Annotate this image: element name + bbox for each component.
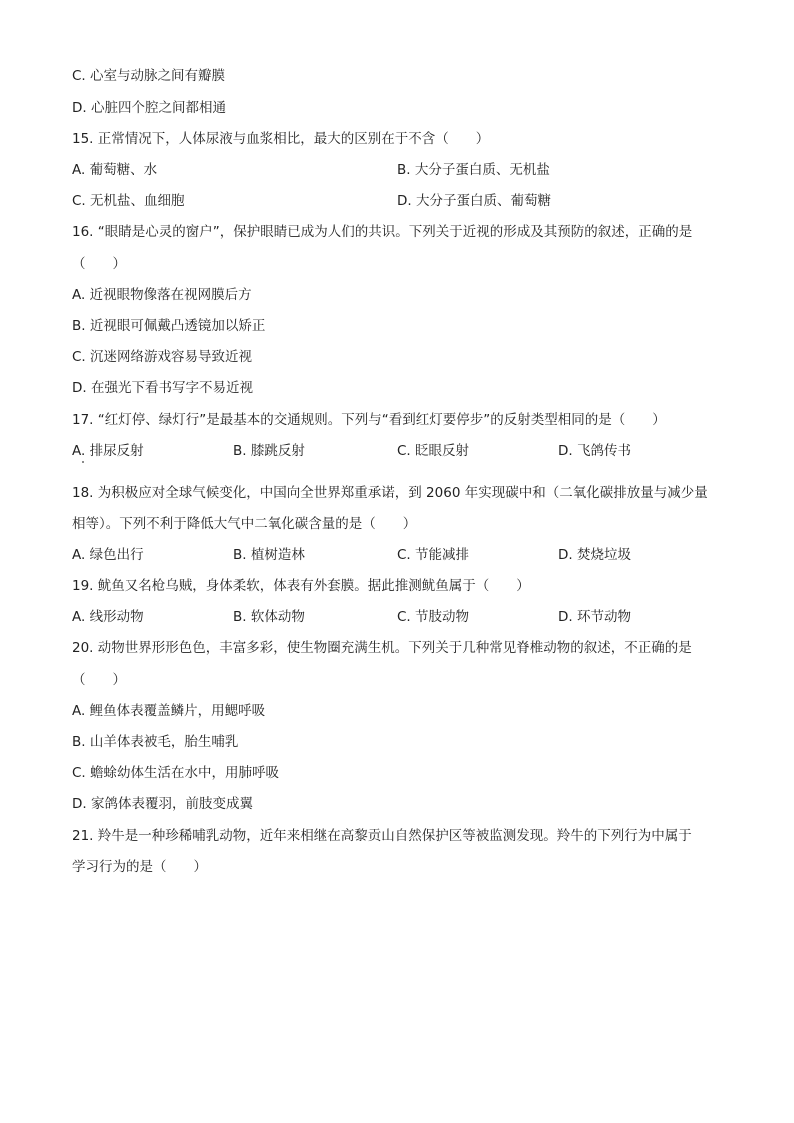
q20-stem-line2: （ ）: [72, 672, 126, 688]
q20-option-a: A. 鲤鱼体表覆盖鳞片，用鳃呼吸: [72, 703, 266, 719]
q16-stem-line1: 16. “眼睛是心灵的窗户”，保护眼睛已成为人们的共识。下列关于近视的形成及其预防的叙述，正确的是: [72, 224, 693, 240]
q15-option-a: A. 葡萄糖、水: [72, 162, 158, 178]
q18-option-d: D. 焚烧垃圾: [558, 547, 631, 563]
q16-option-c: C. 沉迷网络游戏容易导致近视: [72, 349, 253, 365]
q16-option-b: B. 近视眼可佩戴凸透镜加以矫正: [72, 318, 266, 334]
q15-option-b: B. 大分子蛋白质、无机盐: [397, 162, 550, 178]
q17-option-b: B. 膝跳反射: [233, 443, 305, 459]
q14-option-d: D. 心脏四个腔之间都相通: [72, 100, 226, 116]
stray-dot-mark: [82, 461, 84, 463]
q18-option-b: B. 植树造林: [233, 547, 305, 563]
q17-option-a: A. 排尿反射: [72, 443, 144, 459]
q15-option-c: C. 无机盐、血细胞: [72, 193, 185, 209]
q16-stem-line2: （ ）: [72, 256, 126, 272]
q17-option-c: C. 眨眼反射: [397, 443, 470, 459]
q17-option-d: D. 飞鸽传书: [558, 443, 631, 459]
q20-option-b: B. 山羊体表被毛，胎生哺乳: [72, 734, 239, 750]
q19-option-d: D. 环节动物: [558, 609, 631, 625]
q16-option-a: A. 近视眼物像落在视网膜后方: [72, 287, 252, 303]
q19-option-c: C. 节肢动物: [397, 609, 470, 625]
q15-option-d: D. 大分子蛋白质、葡萄糖: [397, 193, 551, 209]
q21-stem-line1: 21. 羚牛是一种珍稀哺乳动物，近年来相继在高黎贡山自然保护区等被监测发现。羚牛的下列行为中属于: [72, 828, 692, 844]
q19-option-b: B. 软体动物: [233, 609, 305, 625]
q17-stem: 17. “红灯停、绿灯行”是最基本的交通规则。下列与“看到红灯要停步”的反射类型相同的是（ ）: [72, 412, 666, 428]
q14-option-c: C. 心室与动脉之间有瓣膜: [72, 68, 226, 84]
q15-stem: 15. 正常情况下，人体尿液与血浆相比，最大的区别在于不含（ ）: [72, 131, 490, 147]
q19-option-a: A. 线形动物: [72, 609, 144, 625]
q19-stem: 19. 鱿鱼又名枪乌贼，身体柔软，体表有外套膜。据此推测鱿鱼属于（ ）: [72, 578, 530, 594]
q18-stem-line1: 18. 为积极应对全球气候变化，中国向全世界郑重承诺，到 2060 年实现碳中和（二氧化碳排放量与减少量: [72, 485, 708, 501]
q18-option-a: A. 绿色出行: [72, 547, 144, 563]
q16-option-d: D. 在强光下看书写字不易近视: [72, 380, 253, 396]
q18-option-c: C. 节能减排: [397, 547, 470, 563]
q20-stem-line1: 20. 动物世界形形色色，丰富多彩，使生物圈充满生机。下列关于几种常见脊椎动物的叙述，不正确的是: [72, 640, 692, 656]
q18-stem-line2: 相等）。下列不利于降低大气中二氧化碳含量的是（ ）: [72, 516, 417, 532]
q21-stem-line2: 学习行为的是（ ）: [72, 859, 207, 875]
q20-option-d: D. 家鸽体表覆羽，前肢变成翼: [72, 796, 253, 812]
q20-option-c: C. 蟾蜍幼体生活在水中，用肺呼吸: [72, 765, 280, 781]
